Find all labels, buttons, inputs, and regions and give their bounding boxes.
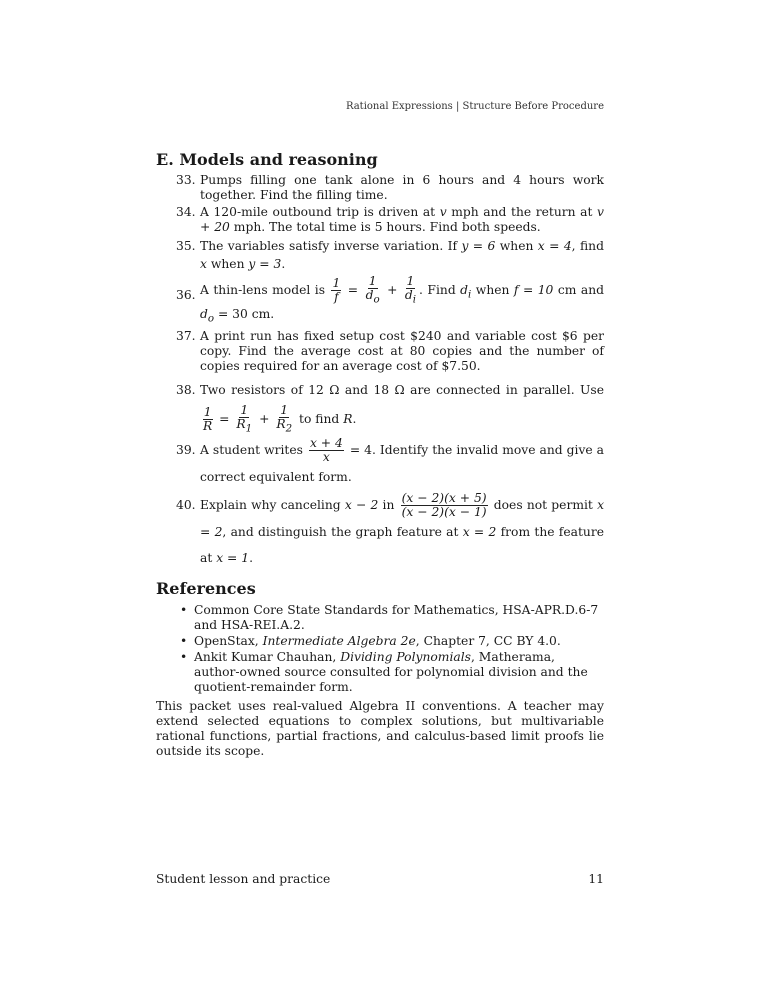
running-head: Rational Expressions | Structure Before Procedure xyxy=(345,101,604,112)
subscript: i xyxy=(412,293,417,306)
fraction-x-plus-4-over-x xyxy=(309,437,344,464)
math-expr: x = 2 xyxy=(200,498,605,540)
problem-text: cm and xyxy=(553,283,604,298)
problem-list xyxy=(156,173,604,571)
denominator-var: R xyxy=(236,416,246,431)
problem-33 xyxy=(156,173,604,203)
fraction-1-over-di xyxy=(404,275,417,306)
denominator-var: d xyxy=(404,288,413,302)
subscript: 1 xyxy=(245,422,253,435)
section-title: E. Models and reasoning xyxy=(156,150,378,169)
denominator: x xyxy=(322,450,330,465)
closing-paragraph: This packet uses real-valued Algebra II conventions. A teacher may extend selected equations to complex solutions, but multivariable rational functions, partial fractions, and calculus-based limit proofs lie outside its scope. xyxy=(156,699,604,759)
problem-40 xyxy=(156,492,604,571)
math-expr: = 30 xyxy=(214,307,248,322)
reference-text: OpenStax, xyxy=(194,634,263,649)
math-expr: y = 3 xyxy=(248,257,282,271)
math-var: x xyxy=(200,257,207,271)
numerator: 1 xyxy=(203,405,212,420)
numerator: 1 xyxy=(368,274,377,288)
problem-text: when xyxy=(206,257,249,271)
numerator: 1 xyxy=(406,274,415,288)
footer-label: Student lesson and practice xyxy=(156,872,331,886)
references-title: References xyxy=(156,579,256,599)
denominator xyxy=(275,418,293,435)
bullet: • xyxy=(180,634,188,649)
problem-text: when xyxy=(471,283,514,298)
subscript: o xyxy=(207,312,215,325)
problem-text: . Find xyxy=(419,283,461,298)
math-var: v xyxy=(439,205,447,219)
denominator: R xyxy=(203,419,213,434)
page-number: 11 xyxy=(588,872,604,886)
problem-number: 36. xyxy=(176,288,196,302)
problem-text: . xyxy=(249,551,253,566)
problem-36 xyxy=(156,275,604,327)
problem-text: from the feature at xyxy=(200,525,604,566)
problem-text: mph. The total time is 5 hours. Find both speeds. xyxy=(229,220,541,234)
fraction-1-over-R1 xyxy=(235,404,253,435)
reference-text: , Chapter 7, CC BY 4.0. xyxy=(415,634,561,649)
reference-title: Dividing Polynomials xyxy=(340,650,471,665)
bullet: • xyxy=(180,650,188,665)
math-expr: x = 1 xyxy=(216,551,250,566)
fraction-1-over-R2 xyxy=(275,404,293,435)
denominator-var: R xyxy=(276,416,286,431)
problem-number: 35. xyxy=(176,239,196,253)
reference-item xyxy=(156,603,604,633)
subscript: o xyxy=(373,293,380,306)
problem-number: 38. xyxy=(176,382,196,397)
reference-item xyxy=(156,634,604,649)
problem-text: A student writes xyxy=(200,443,307,458)
problem-text: does not permit xyxy=(489,498,598,513)
problem-text: A print run has fixed setup cost $240 and variable cost $6 per copy. Find the average cost at 80 copies and the number of copies required for an average cost of $7.50. xyxy=(200,328,604,373)
fraction-1-over-do xyxy=(365,275,381,306)
numerator: 1 xyxy=(240,402,249,417)
subscript: 2 xyxy=(285,422,293,435)
math-expr: f = 10 xyxy=(513,283,554,298)
denominator-var: d xyxy=(365,288,374,302)
numerator: 1 xyxy=(280,402,289,417)
denominator xyxy=(404,289,417,306)
problem-35 xyxy=(156,237,604,273)
math-expr: x = 4 xyxy=(537,239,572,253)
reference-text: Common Core State Standards for Mathematics, HSA-APR.D.6-7 and HSA-REI.A.2. xyxy=(194,603,599,633)
math-op: = xyxy=(215,412,234,427)
reference-item xyxy=(156,650,604,695)
problem-text: = 4. Identify the invalid move and give a correct equivalent form. xyxy=(200,443,605,485)
problem-text: Pumps filling one tank alone in 6 hours and 4 hours work together. Find the filling time. xyxy=(200,173,604,202)
numerator: 1 xyxy=(332,276,341,291)
problem-text: A thin-lens model is xyxy=(200,283,330,298)
math-expr: x = 2 xyxy=(462,525,497,540)
problem-text: in xyxy=(378,498,399,513)
reference-text: , Matherama, author-owned source consulted for polynomial division and the quotient-remainder form. xyxy=(194,650,588,695)
problem-number: 40. xyxy=(176,498,196,513)
denominator xyxy=(365,289,381,306)
subscript: i xyxy=(468,288,472,301)
page-content xyxy=(156,150,604,772)
denominator: f xyxy=(334,290,339,305)
fraction-1-over-R xyxy=(202,406,213,433)
references-list xyxy=(156,603,604,695)
math-op: + xyxy=(382,283,402,298)
numerator: (x − 2)(x + 5) xyxy=(401,491,487,506)
problem-38 xyxy=(156,376,604,435)
reference-title: Intermediate Algebra 2e xyxy=(262,634,416,649)
problem-number: 37. xyxy=(176,328,196,343)
math-expr: y = 6 xyxy=(461,239,496,253)
math-var: R xyxy=(343,412,353,427)
problem-37 xyxy=(156,329,604,374)
problem-39 xyxy=(156,437,604,490)
math-expr: x − 2 xyxy=(344,498,379,513)
denominator: (x − 2)(x − 1) xyxy=(401,505,487,520)
problem-number: 39. xyxy=(176,443,196,458)
problem-text: . xyxy=(281,257,286,271)
problem-text: A 120-mile outbound trip is driven at xyxy=(200,205,440,219)
problem-text: , find xyxy=(571,239,604,253)
problem-text: mph and the return at xyxy=(446,205,598,219)
problem-text: Two resistors of 12 Ω and 18 Ω are connected in parallel. Use xyxy=(200,382,604,397)
math-var: d xyxy=(200,307,208,322)
fraction-1-over-f xyxy=(331,277,341,304)
problem-text: cm. xyxy=(247,307,275,322)
problem-34 xyxy=(156,205,604,235)
problem-text: . xyxy=(352,412,357,427)
reference-text: Ankit Kumar Chauhan, xyxy=(194,650,341,665)
fraction-rational-expression xyxy=(401,492,488,519)
denominator xyxy=(235,418,253,435)
problem-text: to find xyxy=(295,412,344,427)
problem-text: when xyxy=(495,239,538,253)
numerator: x + 4 xyxy=(309,436,343,451)
math-op: = xyxy=(343,283,363,298)
math-op: + xyxy=(255,412,274,427)
problem-number: 33. xyxy=(176,173,196,187)
problem-text: Explain why canceling xyxy=(200,498,345,513)
bullet: • xyxy=(180,603,188,618)
problem-number: 34. xyxy=(176,205,196,219)
problem-text: , and distinguish the graph feature at xyxy=(222,525,463,540)
math-var: d xyxy=(460,283,469,298)
problem-text: The variables satisfy inverse variation. If xyxy=(200,239,462,253)
math-expr: v + 20 xyxy=(200,205,604,234)
